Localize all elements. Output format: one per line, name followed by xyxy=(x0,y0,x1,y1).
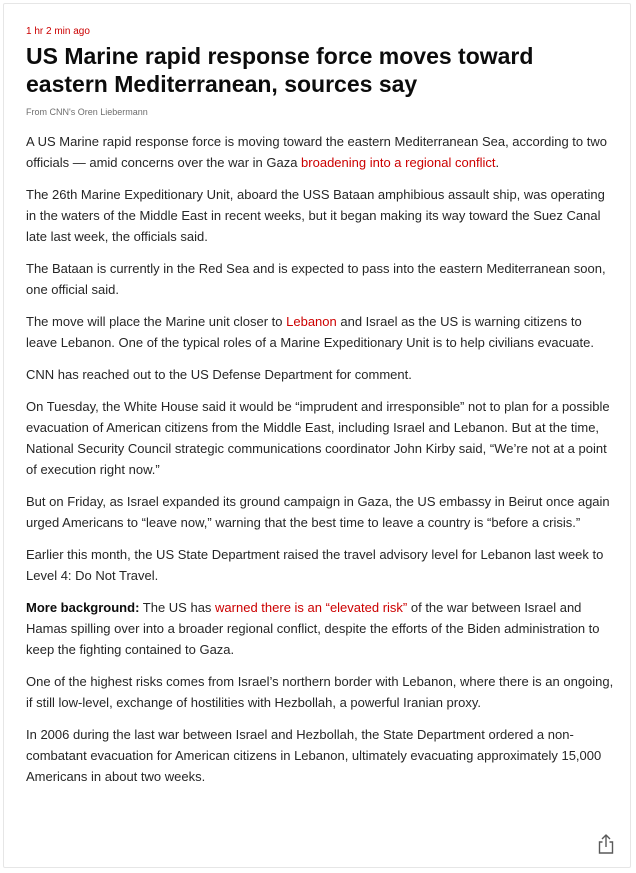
paragraph-text: . xyxy=(495,155,500,170)
paragraph xyxy=(26,597,616,660)
paragraph: The Bataan is currently in the Red Sea and is expected to pass into the eastern Mediterranean soon, one official said. xyxy=(26,261,606,297)
link-lebanon[interactable]: Lebanon xyxy=(286,314,337,329)
post-headline: US Marine rapid response force moves toward eastern Mediterranean, sources say xyxy=(26,43,534,97)
paragraph: On Tuesday, the White House said it would be “imprudent and irresponsible” not to plan for a possible evacuation of American citizens from the Middle East, including Israel and Lebanon. But at the time, National Security Council strategic communications coordinator John Kirby said, “We’re not at a point of execution right now.” xyxy=(26,399,610,477)
paragraph: In 2006 during the last war between Israel and Hezbollah, the State Department ordered a non-combatant evacuation for American citizens in Lebanon, ultimately evacuating approximately 15,000 Americans in about two weeks. xyxy=(26,727,602,784)
paragraph-text: A US Marine rapid response force is moving toward the eastern Mediterranean Sea, according to two officials — amid concerns over the war in Gaza xyxy=(26,134,607,170)
link-elevated-risk[interactable]: warned there is an “elevated risk” xyxy=(215,600,408,615)
paragraph-text: The move will place the Marine unit closer to xyxy=(26,314,287,329)
paragraph: One of the highest risks comes from Israel’s northern border with Lebanon, where there is an ongoing, if still low-level, exchange of hostilities with Hezbollah, a powerful Iranian proxy. xyxy=(26,674,614,710)
link-regional-conflict[interactable]: broadening into a regional conflict xyxy=(301,155,496,170)
paragraph: The 26th Marine Expeditionary Unit, aboard the USS Bataan amphibious assault ship, was operating in the waters of the Middle East in recent weeks, but it began making its way toward the Suez Canal late last week, the officials said. xyxy=(26,187,605,244)
paragraph: But on Friday, as Israel expanded its ground campaign in Gaza, the US embassy in Beirut once again urged Americans to “leave now,” warning that the best time to leave a country is “before a crisis.” xyxy=(26,494,610,530)
paragraph-text: and Israel as the US is warning citizens to leave Lebanon. One of the typical roles of a Marine Expeditionary Unit is to help civilians evacuate. xyxy=(26,314,594,350)
share-icon xyxy=(597,833,615,855)
post-byline: From CNN's Oren Liebermann xyxy=(26,107,148,117)
more-background-label: More background: xyxy=(26,600,140,615)
paragraph-text: The US has xyxy=(139,600,216,615)
paragraph: Earlier this month, the US State Department raised the travel advisory level for Lebanon last week to Level 4: Do Not Travel. xyxy=(26,547,604,583)
post-card xyxy=(3,3,631,868)
share-button[interactable] xyxy=(597,833,615,855)
post-timestamp: 1 hr 2 min ago xyxy=(26,26,90,37)
paragraph: CNN has reached out to the US Defense Department for comment. xyxy=(26,367,412,382)
paragraph xyxy=(26,131,616,173)
paragraph-text: of the war between Israel and Hamas spilling over into a broader regional conflict, despite the efforts of the Biden administration to keep the fighting contained to Gaza. xyxy=(26,600,600,657)
paragraph xyxy=(26,311,616,353)
post-body xyxy=(26,131,616,798)
